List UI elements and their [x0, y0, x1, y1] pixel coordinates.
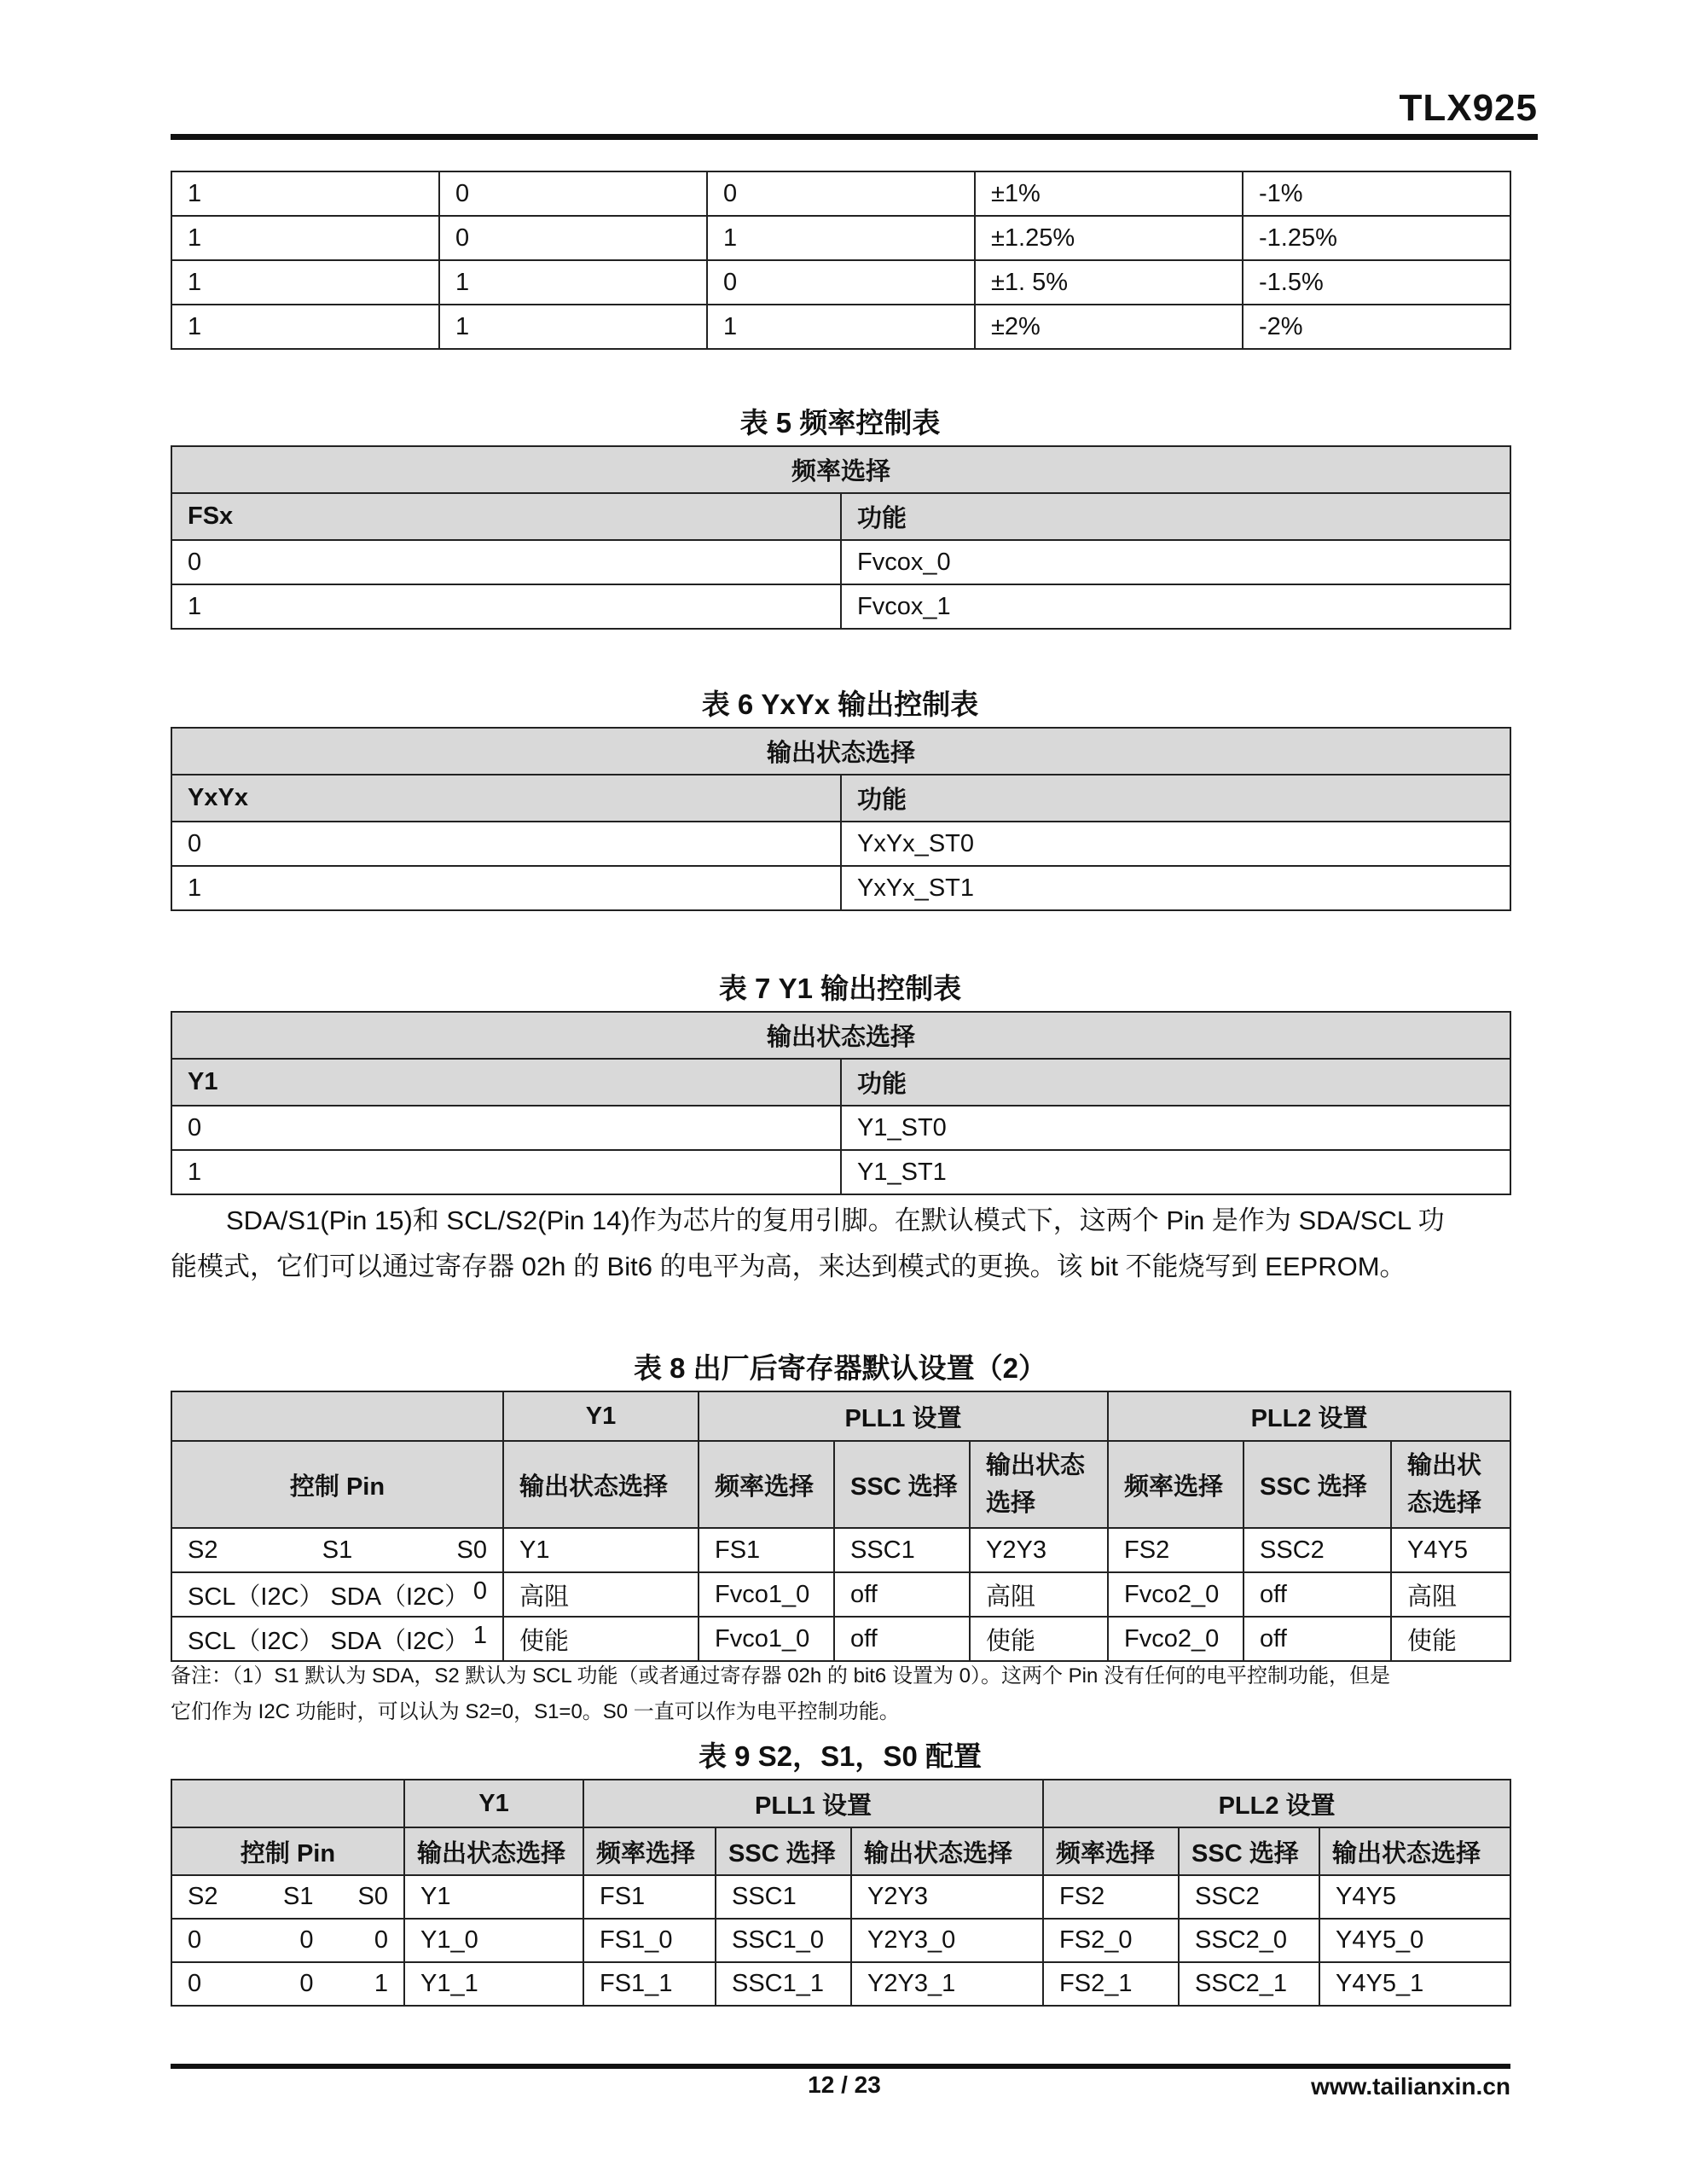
table-cell: 高阻 [970, 1572, 1108, 1617]
group-header: PLL1 设置 [583, 1780, 1043, 1827]
body-paragraph [171, 1198, 1510, 1290]
pin-value: 1 [374, 1970, 388, 1997]
table-cell: 1 [171, 584, 841, 629]
table-cell: 0 [439, 216, 707, 260]
table-cell: FS2 [1043, 1875, 1179, 1919]
table8-caption: 表 8 出厂后寄存器默认设置（2） [633, 1352, 1047, 1384]
table-row [171, 1106, 1510, 1150]
table-cell: 1 [171, 216, 439, 260]
table-cell: 0 [171, 540, 841, 584]
table-cell: 1 [171, 305, 439, 349]
pin-value: S1 [283, 1883, 314, 1910]
table-row [171, 1059, 1510, 1106]
column-header: 频率选择 [699, 1441, 834, 1528]
column-header: 控制 Pin [171, 1441, 503, 1528]
table-cell: Fvco2_0 [1108, 1572, 1244, 1617]
column-header: 输出状态选择 [1319, 1827, 1510, 1875]
table-cell: FS2_0 [1043, 1919, 1179, 1962]
pin-value: S0 [357, 1883, 388, 1910]
table-row [171, 1962, 1510, 2006]
group-header: PLL1 设置 [699, 1391, 1108, 1441]
table-cell: -1.5% [1243, 260, 1510, 305]
table-cell: 1 [439, 305, 707, 349]
table9-caption: 表 9 S2，S1，S0 配置 [699, 1740, 982, 1772]
table-cell: Fvcox_1 [841, 584, 1510, 629]
table-cell: Y4Y5_1 [1319, 1962, 1510, 2006]
table9 [171, 1779, 1511, 2007]
table5 [171, 445, 1511, 630]
table-row [171, 493, 1510, 540]
pin-value: S2 [188, 1536, 218, 1564]
footer-rule [171, 2064, 1510, 2069]
table-cell: SSC1 [716, 1875, 851, 1919]
table-cell: FS2 [1108, 1528, 1244, 1572]
column-header: 输出状态选择 [851, 1827, 1043, 1875]
table-cell: 高阻 [1391, 1572, 1510, 1617]
table-cell: SSC2_1 [1179, 1962, 1319, 2006]
table-cell: 1 [707, 216, 975, 260]
column-header: 频率选择 [583, 1827, 716, 1875]
pin-value: SCL（I2C） [188, 1583, 324, 1611]
table6 [171, 727, 1511, 911]
column-header: YxYx [171, 775, 841, 822]
table-cell: SSC2 [1244, 1528, 1391, 1572]
pin-value: 1 [472, 1621, 487, 1649]
table-cell: Y1 [404, 1875, 583, 1919]
table-cell: Y2Y3 [970, 1528, 1108, 1572]
table7-caption: 表 7 Y1 输出控制表 [718, 973, 962, 1004]
table-row [171, 446, 1510, 493]
table-cell: SSC2_0 [1179, 1919, 1319, 1962]
column-header [970, 1441, 1108, 1528]
table-cell [171, 1528, 503, 1572]
table-cell: Y2Y3_1 [851, 1962, 1043, 2006]
note-line: 它们作为 I2C 功能时，可以认为 S2=0，S1=0。S0 一直可以作为电平控制功能。 [171, 1700, 900, 1723]
table-cell: 使能 [1391, 1617, 1510, 1661]
column-header [1391, 1441, 1510, 1528]
table-cell: Fvco1_0 [699, 1617, 834, 1661]
pin-value: 0 [299, 1926, 314, 1954]
group-header: Y1 [404, 1780, 583, 1827]
table-cell: off [1244, 1617, 1391, 1661]
table-row [171, 728, 1510, 775]
table-cell: FS1 [699, 1528, 834, 1572]
table-cell [171, 1572, 503, 1617]
table-row [171, 1441, 1510, 1528]
header-line: 输出状态 [986, 1452, 1086, 1479]
table-cell: 0 [171, 1106, 841, 1150]
group-header: 输出状态选择 [171, 728, 1510, 775]
table-row [171, 775, 1510, 822]
column-header: 控制 Pin [171, 1827, 404, 1875]
table-row [171, 584, 1510, 629]
table-note [171, 1658, 1510, 1730]
pin-value: S0 [456, 1536, 487, 1564]
table7 [171, 1011, 1511, 1195]
table-cell: SSC2 [1179, 1875, 1319, 1919]
table-cell: ±1. 5% [975, 260, 1243, 305]
column-header: SSC 选择 [1244, 1441, 1391, 1528]
table-cell: SSC1 [834, 1528, 970, 1572]
blank-header [171, 1780, 404, 1827]
paragraph-line: 能模式，它们可以通过寄存器 02h 的 Bit6 的电平为高，来达到模式的更换。该 bit 不能烧写到 EEPROM。 [171, 1252, 1406, 1281]
table-cell: 使能 [970, 1617, 1108, 1661]
table-cell: Y2Y3_0 [851, 1919, 1043, 1962]
spread-table [171, 171, 1511, 350]
table-row [171, 171, 1510, 216]
table-row [171, 216, 1510, 260]
table-cell: Y1_0 [404, 1919, 583, 1962]
table-cell: ±2% [975, 305, 1243, 349]
pin-value: 0 [188, 1970, 202, 1997]
page-number: 12 / 23 [808, 2071, 881, 2098]
column-header: 功能 [841, 493, 1510, 540]
pin-value: S2 [188, 1883, 218, 1910]
table-cell: 1 [171, 1150, 841, 1194]
pin-value: SDA（I2C） [330, 1583, 470, 1611]
table-cell [171, 1962, 404, 2006]
document-title: TLX925 [1399, 87, 1538, 129]
table-cell: Y1_1 [404, 1962, 583, 2006]
table-cell: off [1244, 1572, 1391, 1617]
column-header: Y1 [171, 1059, 841, 1106]
table-cell: Y2Y3 [851, 1875, 1043, 1919]
column-header: 频率选择 [1108, 1441, 1244, 1528]
column-header: 输出状态选择 [503, 1441, 699, 1528]
table-cell: Y1 [503, 1528, 699, 1572]
table-cell: 0 [171, 822, 841, 866]
note-line: 备注：（1）S1 默认为 SDA，S2 默认为 SCL 功能（或者通过寄存器 02h 的 bit6 设置为 0）。这两个 Pin 没有任何的电平控制功能，但是 [171, 1664, 1390, 1687]
header-line: 态选择 [1407, 1490, 1482, 1517]
table-cell: Y1_ST0 [841, 1106, 1510, 1150]
table-cell: Y4Y5_0 [1319, 1919, 1510, 1962]
pin-value: SDA（I2C） [330, 1627, 470, 1655]
table-cell: ±1.25% [975, 216, 1243, 260]
table6-caption: 表 6 YxYx 输出控制表 [701, 688, 979, 720]
column-header: 输出状态选择 [404, 1827, 583, 1875]
blank-header [171, 1391, 503, 1441]
header-line: 选择 [986, 1490, 1036, 1517]
pin-value: S1 [322, 1536, 353, 1564]
table-cell: 1 [171, 866, 841, 910]
table-cell: 0 [439, 171, 707, 216]
table-cell: Y4Y5 [1319, 1875, 1510, 1919]
table-cell: Fvcox_0 [841, 540, 1510, 584]
table-cell: 使能 [503, 1617, 699, 1661]
table-row [171, 1391, 1510, 1441]
table-row [171, 1617, 1510, 1661]
pin-value: 0 [188, 1926, 202, 1954]
table-row [171, 305, 1510, 349]
table-cell: Fvco1_0 [699, 1572, 834, 1617]
table-cell: 1 [707, 305, 975, 349]
table-cell: FS1_1 [583, 1962, 716, 2006]
table-row [171, 1875, 1510, 1919]
table-cell: YxYx_ST0 [841, 822, 1510, 866]
table-cell [171, 1875, 404, 1919]
table-cell [171, 1617, 503, 1661]
table-cell: -1.25% [1243, 216, 1510, 260]
table-cell: 高阻 [503, 1572, 699, 1617]
pin-value: 0 [299, 1970, 314, 1997]
column-header: 功能 [841, 1059, 1510, 1106]
table-cell: off [834, 1617, 970, 1661]
table-row [171, 540, 1510, 584]
paragraph-line: SDA/S1(Pin 15)和 SCL/S2(Pin 14)作为芯片的复用引脚。在默认模式下，这两个 Pin 是作为 SDA/SCL 功 [226, 1205, 1445, 1235]
table-cell: FS2_1 [1043, 1962, 1179, 2006]
header-rule [171, 134, 1538, 140]
table8 [171, 1391, 1511, 1662]
table-cell: ±1% [975, 171, 1243, 216]
column-header: SSC 选择 [1179, 1827, 1319, 1875]
table-cell: FS1 [583, 1875, 716, 1919]
table-cell: off [834, 1572, 970, 1617]
table5-caption: 表 5 频率控制表 [739, 407, 941, 439]
header-line: 输出状 [1407, 1452, 1482, 1479]
table-cell: 0 [707, 171, 975, 216]
table-row [171, 260, 1510, 305]
group-header: 频率选择 [171, 446, 1510, 493]
table-row [171, 822, 1510, 866]
column-header: 频率选择 [1043, 1827, 1179, 1875]
table-row [171, 1012, 1510, 1059]
column-header: FSx [171, 493, 841, 540]
table-cell: 0 [707, 260, 975, 305]
table-cell: SSC1_1 [716, 1962, 851, 2006]
table-cell: 1 [171, 171, 439, 216]
group-header: PLL2 设置 [1108, 1391, 1510, 1441]
pin-value: SCL（I2C） [188, 1627, 324, 1655]
column-header: SSC 选择 [716, 1827, 851, 1875]
table-row [171, 1528, 1510, 1572]
pin-value: 0 [374, 1926, 388, 1954]
table-cell: Y4Y5 [1391, 1528, 1510, 1572]
table-cell: -2% [1243, 305, 1510, 349]
table-cell [171, 1919, 404, 1962]
table-row [171, 1150, 1510, 1194]
table-cell: -1% [1243, 171, 1510, 216]
table-row [171, 1827, 1510, 1875]
group-header: 输出状态选择 [171, 1012, 1510, 1059]
group-header: Y1 [503, 1391, 699, 1441]
table-cell: Y1_ST1 [841, 1150, 1510, 1194]
table-cell: 1 [439, 260, 707, 305]
table-row [171, 866, 1510, 910]
column-header: SSC 选择 [834, 1441, 970, 1528]
pin-value: 0 [472, 1577, 487, 1605]
footer-url[interactable]: www.tailianxin.cn [1311, 2073, 1510, 2100]
table-cell: SSC1_0 [716, 1919, 851, 1962]
table-cell: FS1_0 [583, 1919, 716, 1962]
table-row [171, 1780, 1510, 1827]
table-cell: Fvco2_0 [1108, 1617, 1244, 1661]
table-cell: YxYx_ST1 [841, 866, 1510, 910]
table-cell: 1 [171, 260, 439, 305]
table-row [171, 1919, 1510, 1962]
group-header: PLL2 设置 [1043, 1780, 1510, 1827]
table-row [171, 1572, 1510, 1617]
column-header: 功能 [841, 775, 1510, 822]
